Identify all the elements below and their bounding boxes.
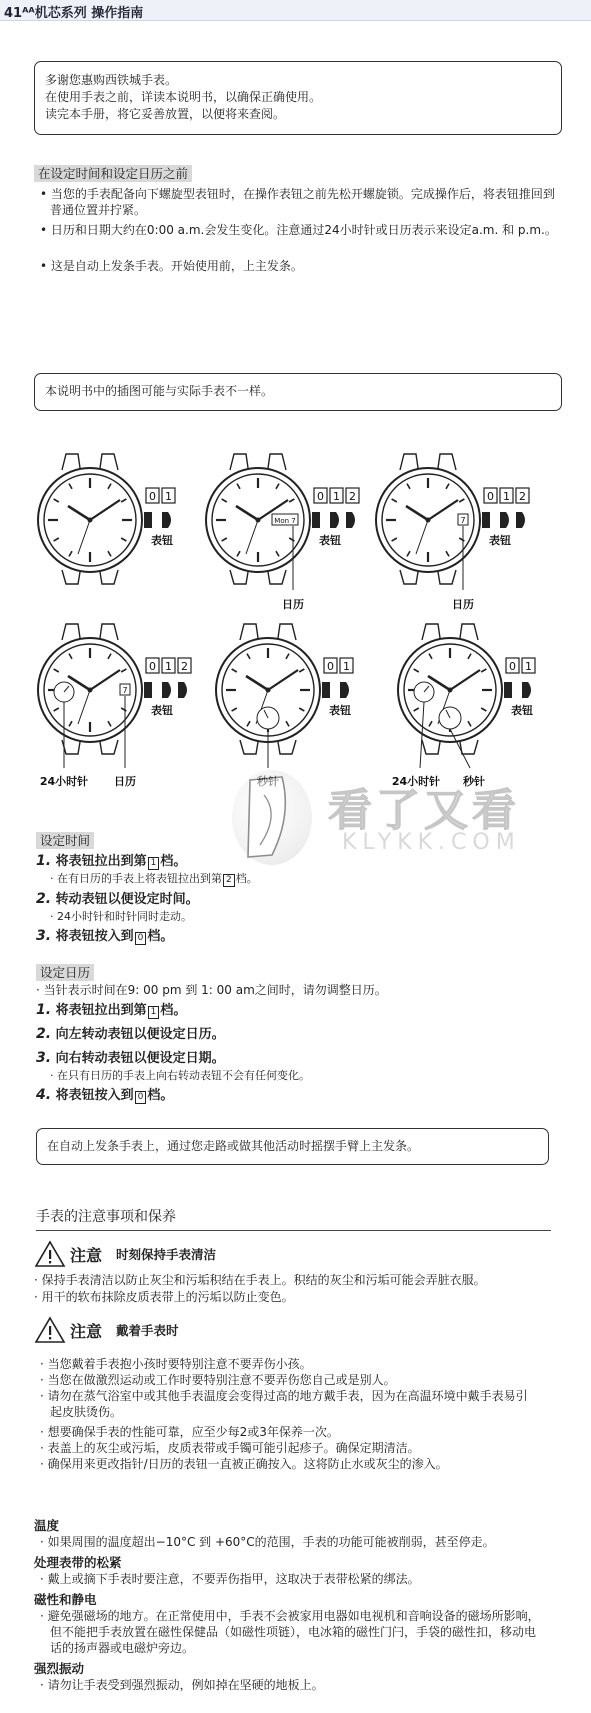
- watch-lug: [422, 624, 440, 640]
- watch-lug: [278, 624, 296, 640]
- step-num: 1.: [36, 1002, 52, 1018]
- crown-position-label: 0: [509, 660, 516, 673]
- care-sections: [34, 1517, 544, 1693]
- step: [36, 1025, 556, 1044]
- note-text: 在只有日历的手表上向右转动表钮不会有任何变化。: [57, 1069, 310, 1082]
- item-text: 戴上或摘下手表时要注意，不要弄伤指甲，这取决于表带松紧的绑法。: [47, 1572, 420, 1586]
- center-pin: [88, 518, 93, 523]
- watch-lug: [62, 740, 80, 754]
- warning-icon: [34, 1316, 66, 1344]
- step: [36, 1086, 556, 1105]
- watch-lug: [400, 454, 418, 470]
- caution-subtitle: 时刻保持手表清洁: [116, 1247, 217, 1262]
- caution-block-1: [34, 1240, 564, 1306]
- step-note: · 在只有日历的手表上向右转动表钮不会有任何变化。: [50, 1069, 310, 1082]
- step-text: 档。: [160, 854, 187, 869]
- step-num: 2.: [36, 1026, 52, 1042]
- crown-label: 表钮: [511, 704, 533, 717]
- center-pin: [256, 518, 261, 523]
- caution-item: · 保持手表清洁以防止灰尘和污垢积结在手表上。积结的灰尘和污垢可能会弄脏衣服。: [34, 1273, 486, 1287]
- crown-label: 表钮: [151, 534, 173, 547]
- intro-line: 多谢您惠购西铁城手表。: [45, 73, 178, 87]
- step: [36, 1001, 556, 1020]
- caution-subtitle: 戴着手表时: [116, 1323, 179, 1338]
- watch-figure: [198, 608, 398, 778]
- watch-lug: [100, 454, 118, 470]
- set-date-section: [36, 962, 556, 1105]
- crown-icon: [144, 512, 152, 528]
- page-header: [0, 0, 591, 21]
- step-text: 将表钮拉出到第: [55, 1003, 147, 1018]
- position-key: 1: [148, 857, 160, 870]
- illustration-note-box: [34, 373, 562, 411]
- warning-icon: [34, 1240, 66, 1268]
- crown-position-label: 0: [149, 660, 156, 673]
- step-text: 转动表钮以便设定时间。: [55, 892, 199, 907]
- step-num: 2.: [36, 891, 52, 907]
- watch-figure: [20, 608, 220, 788]
- intro-box: [34, 61, 562, 135]
- section-heading: 设定时间: [36, 832, 94, 849]
- care-title: [36, 1206, 551, 1231]
- date-caution: · 当针表示时间在9: 00 pm 到 1: 00 am之间时，请勿调整日历。: [36, 983, 387, 997]
- caution-item: · 请勿在蒸气浴室中或其他手表温度会变得过高的地方戴手表，因为在高温环境中戴手表易引起皮肤烫伤。: [40, 1389, 528, 1419]
- caution-item: · 想要确保手表的性能可靠，应至少每2或3年保养一次。: [40, 1425, 339, 1439]
- crown-pulled-icon: [330, 512, 339, 528]
- set-time-section: [36, 830, 556, 946]
- step-num: 1.: [36, 853, 52, 869]
- watch-lug: [240, 624, 258, 640]
- crown-icon: [504, 682, 512, 698]
- caution-word: 注意: [70, 1245, 103, 1265]
- center-pin: [448, 688, 453, 693]
- before-setting-section: [34, 163, 564, 274]
- crown-pulled-icon: [522, 682, 531, 698]
- bullet-text: 当您的手表配备向下螺旋型表钮时，在操作表钮之前先松开螺旋锁。完成操作后，将表钮推回到普通位置并拧紧。: [50, 187, 555, 217]
- watch-lug: [268, 570, 286, 584]
- auto-wind-box: [36, 1128, 549, 1165]
- watch-lug: [422, 740, 440, 754]
- item-text: 用干的软布抹除皮质表带上的污垢以防止变色。: [41, 1290, 294, 1304]
- bullet-item: • 日历和日期大约在0:00 a.m.会发生变化。注意通过24小时针或日历表示来设定a.m. 和 p.m.。: [40, 223, 557, 237]
- bullet-text: 这是自动上发条手表。开始使用前，上主发条。: [50, 259, 303, 273]
- date-window-text: 7: [122, 686, 128, 695]
- crown-label: 表钮: [329, 704, 351, 717]
- crown-position-label: 1: [343, 660, 350, 673]
- crown-position-label: 0: [327, 660, 334, 673]
- step-text: 将表钮按入到: [55, 1088, 134, 1103]
- illustration-note-text: 本说明书中的插图可能与实际手表不一样。: [45, 384, 274, 398]
- position-key: 1: [148, 1006, 160, 1019]
- crown-position-label: 1: [165, 660, 172, 673]
- watch-lug: [438, 454, 456, 470]
- bullet-item: • 当您的手表配备向下螺旋型表钮时，在操作表钮之前先松开螺旋锁。完成操作后，将表钮推回到普通位置并拧紧。: [40, 187, 555, 217]
- watermark-en: KLYKK.COM: [342, 830, 521, 855]
- auto-wind-text: 在自动上发条手表上，通过您走路或做其他活动时摇摆手臂上主发条。: [47, 1139, 420, 1153]
- step: [36, 890, 556, 909]
- hour24-label: 24小时针: [391, 775, 441, 788]
- watch-lug: [278, 740, 296, 754]
- watch-figure: [380, 608, 580, 788]
- page-title: 41ᴬᴬ机芯系列 操作指南: [4, 6, 144, 21]
- step-text: 向左转动表钮以便设定日历。: [55, 1027, 225, 1042]
- watch-lug: [460, 740, 478, 754]
- step-num: 3.: [36, 928, 52, 944]
- step-text: 档。: [147, 1088, 174, 1103]
- item-text: 确保用来更改指针/日历的表钮一直被正确按入。这将防止水或灰尘的渗入。: [47, 1457, 448, 1471]
- caution-item: · 当您在做激烈运动或工作时要特别注意不要弄伤您自己或是别人。: [40, 1373, 396, 1387]
- step: [36, 927, 556, 946]
- center-pin: [266, 688, 271, 693]
- watch-lug: [62, 624, 80, 640]
- care-section-text: · 如果周围的温度超出−10°C 到 +60°C的范围，手表的功能可能被削弱，甚至停走。: [40, 1535, 495, 1549]
- caution-item: · 表盖上的灰尘或污垢，皮质表带或手镯可能引起疹子。确保定期清洁。: [40, 1441, 420, 1455]
- caution-text: 当针表示时间在9: 00 pm 到 1: 00 am之间时，请勿调整日历。: [43, 983, 387, 997]
- crown-position-label: 0: [317, 490, 324, 503]
- position-key: 2: [223, 874, 235, 887]
- step-text: 将表钮拉出到第: [55, 854, 147, 869]
- crown-pulled-icon: [346, 512, 355, 528]
- step-num: 4.: [36, 1087, 52, 1103]
- caution-word: 注意: [70, 1321, 103, 1341]
- watch-lug: [268, 454, 286, 470]
- note-text: 档。: [235, 872, 258, 885]
- watch-lug: [100, 740, 118, 754]
- crown-position-label: 1: [333, 490, 340, 503]
- care-section-title: 强烈振动: [34, 1661, 85, 1676]
- crown-pulled-icon: [162, 682, 171, 698]
- watch-lug: [62, 454, 80, 470]
- care-section-title: 温度: [34, 1518, 60, 1533]
- watch-lug: [62, 570, 80, 584]
- calendar-label: 日历: [114, 775, 136, 788]
- care-title-text: 手表的注意事项和保养: [36, 1209, 176, 1225]
- watch-lug: [230, 570, 248, 584]
- bullet-text: 日历和日期大约在0:00 a.m.会发生变化。注意通过24小时针或日历表示来设定a.m. 和 p.m.。: [50, 223, 557, 237]
- crown-icon: [144, 682, 152, 698]
- step-text: 向右转动表钮以便设定日期。: [55, 1051, 225, 1066]
- crown-position-label: 0: [487, 490, 494, 503]
- crown-icon: [482, 512, 490, 528]
- watch-lug: [240, 740, 258, 754]
- seconds-label: 秒针: [463, 775, 485, 788]
- caution-block-2: [34, 1316, 534, 1472]
- item-text: 想要确保手表的性能可靠，应至少每2或3年保养一次。: [47, 1425, 339, 1439]
- step-note: · 24小时针和时针同时走动。: [50, 910, 192, 923]
- crown-label: 表钮: [151, 704, 173, 717]
- section-heading: 在设定时间和设定日历之前: [34, 165, 192, 182]
- intro-line: 在使用手表之前，详读本说明书，以确保正确使用。: [45, 90, 322, 104]
- item-text: 如果周围的温度超出−10°C 到 +60°C的范围，手表的功能可能被削弱，甚至停走。: [47, 1535, 495, 1549]
- crown-label: 表钮: [319, 534, 341, 547]
- position-key: 0: [135, 932, 147, 945]
- intro-line: 读完本手册，将它妥善放置，以便将来查阅。: [45, 107, 286, 121]
- note-text: 在有日历的手表上将表钮拉出到第: [57, 872, 222, 885]
- crown-position-label: 1: [525, 660, 532, 673]
- crown-pulled-icon: [500, 512, 509, 528]
- step: [36, 1049, 556, 1068]
- care-section-text: · 避免强磁场的地方。在正常使用中，手表不会被家用电器如电视机和音响设备的磁场所影响，但不能把手表放置在磁性保健品（如磁性项链），电冰箱的磁性门闩，手袋的磁性扣，移动电话的扬声器或电磁炉旁边。: [40, 1609, 540, 1655]
- note-text: 24小时针和时针同时走动。: [57, 910, 192, 923]
- item-text: 请勿在蒸气浴室中或其他手表温度会变得过高的地方戴手表，因为在高温环境中戴手表易引起皮肤烫伤。: [47, 1389, 528, 1419]
- item-text: 表盖上的灰尘或污垢，皮质表带或手镯可能引起疹子。确保定期清洁。: [47, 1441, 420, 1455]
- crown-pulled-icon: [178, 682, 187, 698]
- crown-position-label: 1: [503, 490, 510, 503]
- step: [36, 852, 556, 871]
- calendar-label: 日历: [452, 598, 474, 611]
- crown-icon: [322, 682, 330, 698]
- item-text: 当您戴着手表抱小孩时要特别注意不要弄伤小孩。: [47, 1357, 312, 1371]
- caution-item: · 用干的软布抹除皮质表带上的污垢以防止变色。: [34, 1290, 294, 1304]
- step-text: 将表钮按入到: [55, 929, 134, 944]
- crown-pulled-icon: [340, 682, 349, 698]
- care-section-title: 磁性和静电: [34, 1592, 97, 1607]
- care-section-title: 处理表带的松紧: [34, 1555, 122, 1570]
- watch-lug: [100, 624, 118, 640]
- crown-position-label: 2: [181, 660, 188, 673]
- care-section-text: · 戴上或摘下手表时要注意，不要弄伤指甲，这取决于表带松紧的绑法。: [40, 1572, 420, 1586]
- watch-lug: [438, 570, 456, 584]
- item-text: 请勿让手表受到强烈振动，例如掉在坚硬的地板上。: [47, 1678, 324, 1692]
- item-text: 避免强磁场的地方。在正常使用中，手表不会被家用电器如电视机和音响设备的磁场所影响，但不能把手表放置在磁性保健品（如磁性项链），电冰箱的磁性门闩，手袋的磁性扣，移动电话的扬声器或电磁炉旁边。: [47, 1609, 540, 1655]
- crown-pulled-icon: [516, 512, 525, 528]
- position-key: 0: [135, 1091, 147, 1104]
- date-window-text: 7: [460, 516, 466, 525]
- watermark-cn: 看了又看: [328, 785, 520, 836]
- watch-lug: [400, 570, 418, 584]
- crown-icon: [312, 512, 320, 528]
- hour24-label: 24小时针: [39, 775, 89, 788]
- center-pin: [88, 688, 93, 693]
- caution-item: · 当您戴着手表抱小孩时要特别注意不要弄伤小孩。: [40, 1357, 312, 1371]
- crown-position-label: 1: [165, 490, 172, 503]
- step-note: · 在有日历的手表上将表钮拉出到第 2 档。: [50, 872, 258, 885]
- center-pin: [426, 518, 431, 523]
- watch-lug: [230, 454, 248, 470]
- care-section-text: · 请勿让手表受到强烈振动，例如掉在坚硬的地板上。: [40, 1678, 324, 1692]
- caution-item: · 确保用来更改指针/日历的表钮一直被正确按入。这将防止水或灰尘的渗入。: [40, 1457, 448, 1471]
- watch-lug: [100, 570, 118, 584]
- crown-label: 表钮: [489, 534, 511, 547]
- item-text: 当您在做激烈运动或工作时要特别注意不要弄伤您自己或是别人。: [47, 1373, 396, 1387]
- step-text: 档。: [160, 1003, 187, 1018]
- crown-pulled-icon: [162, 512, 171, 528]
- crown-position-label: 2: [519, 490, 526, 503]
- step-text: 档。: [147, 929, 174, 944]
- watch-figure: [358, 438, 558, 611]
- calendar-label: 日历: [282, 598, 304, 611]
- day-date-window-text: Mon 7: [274, 517, 296, 525]
- step-num: 3.: [36, 1050, 52, 1066]
- crown-position-label: 2: [349, 490, 356, 503]
- watch-lug: [460, 624, 478, 640]
- section-heading: 设定日历: [36, 964, 94, 981]
- item-text: 保持手表清洁以防止灰尘和污垢积结在手表上。积结的灰尘和污垢可能会弄脏衣服。: [41, 1273, 486, 1287]
- crown-position-label: 0: [149, 490, 156, 503]
- bullet-item: • 这是自动上发条手表。开始使用前，上主发条。: [40, 259, 303, 273]
